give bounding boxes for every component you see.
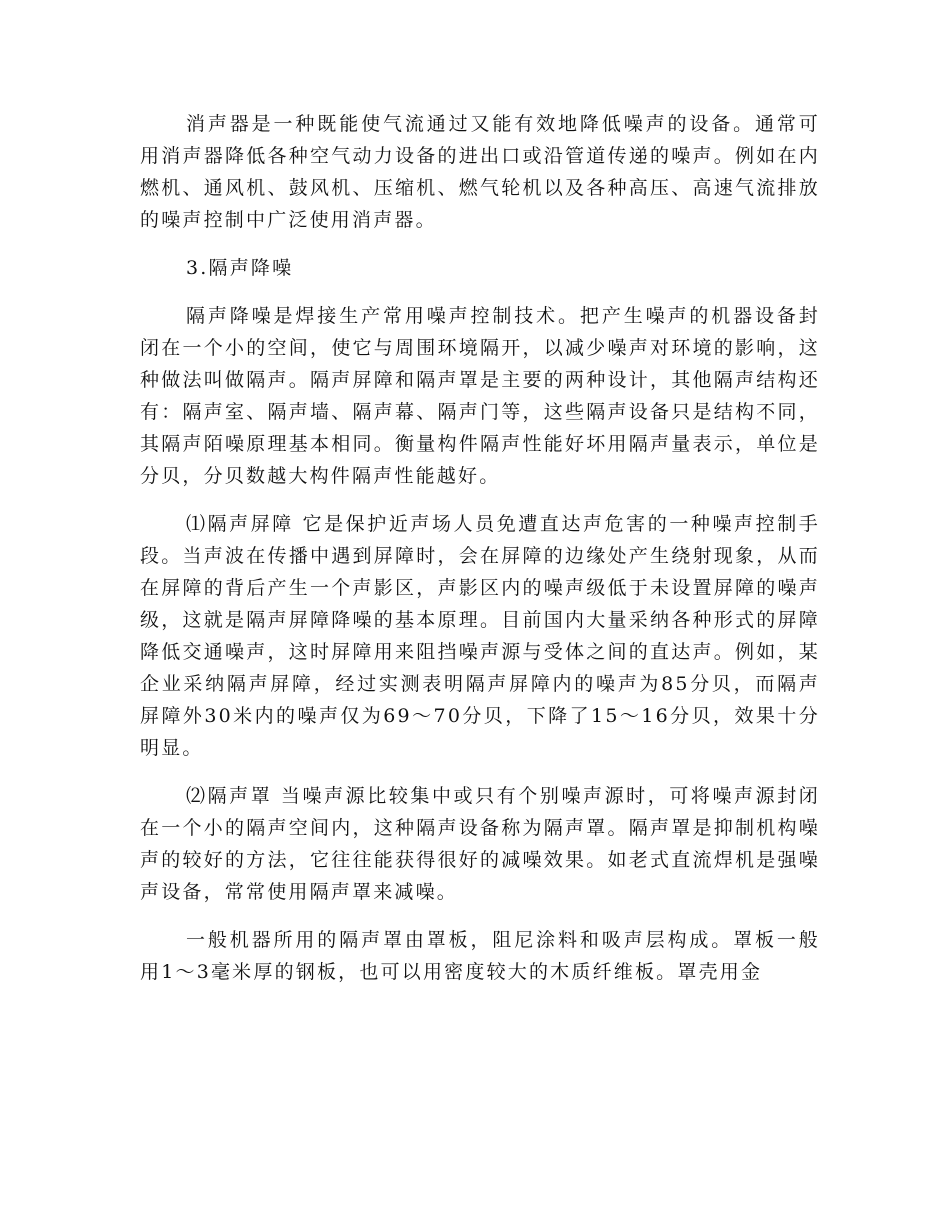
paragraph-enclosure-structure: 一般机器所用的隔声罩由罩板，阻尼涂料和吸声层构成。罩板一般用1～3毫米厚的钢板，也可以用密度较大的木质纤维板。罩壳用金 <box>140 929 820 983</box>
section-heading-sound-insulation: 3.隔声降噪 <box>186 257 294 279</box>
document-body <box>140 108 820 1004</box>
paragraph-sound-enclosure: ⑵隔声罩 当噪声源比较集中或只有个别噪声源时，可将噪声源封闭在一个小的隔声空间内，这种隔声设备称为隔声罩。隔声罩是抑制机构噪声的较好的方法，它往往能获得很好的减噪效果。如老式直流焊机是强噪声设备，常常使用隔声罩来减噪。 <box>140 785 820 903</box>
paragraph-sound-insulation: 隔声降噪是焊接生产常用噪声控制技术。把产生噪声的机器设备封闭在一个小的空间，使它与周围环境隔开，以减少噪声对环境的影响，这种做法叫做隔声。隔声屏障和隔声罩是主要的两种设计，其他隔声结构还有：隔声室、隔声墙、隔声幕、隔声门等，这些隔声设备只是结构不同，其隔声陌噪原理基本相同。衡量构件隔声性能好坏用隔声量表示，单位是分贝，分贝数越大构件隔声性能越好。 <box>140 305 820 487</box>
paragraph-muffler-intro: 消声器是一种既能使气流通过又能有效地降低噪声的设备。通常可用消声器降低各种空气动力设备的进出口或沿管道传递的噪声。例如在内燃机、通风机、鼓风机、压缩机、燃气轮机以及各种高压、高速气流排放的噪声控制中广泛使用消声器。 <box>140 113 820 231</box>
paragraph-sound-barrier: ⑴隔声屏障 它是保护近声场人员免遭直达声危害的一种噪声控制手段。当声波在传播中遇到屏障时，会在屏障的边缘处产生绕射现象，从而在屏障的背后产生一个声影区，声影区内的噪声级低于未设置屏障的噪声级，这就是隔声屏障降噪的基本原理。目前国内大量采纳各种形式的屏障降低交通噪声，这时屏障用来阻挡噪声源与受体之间的直达声。例如，某企业采纳隔声屏障，经过实测表明隔声屏障内的噪声为85分贝，而隔声屏障外30米内的噪声仅为69～70分贝，下降了15～16分贝，效果十分明显。 <box>140 513 820 759</box>
